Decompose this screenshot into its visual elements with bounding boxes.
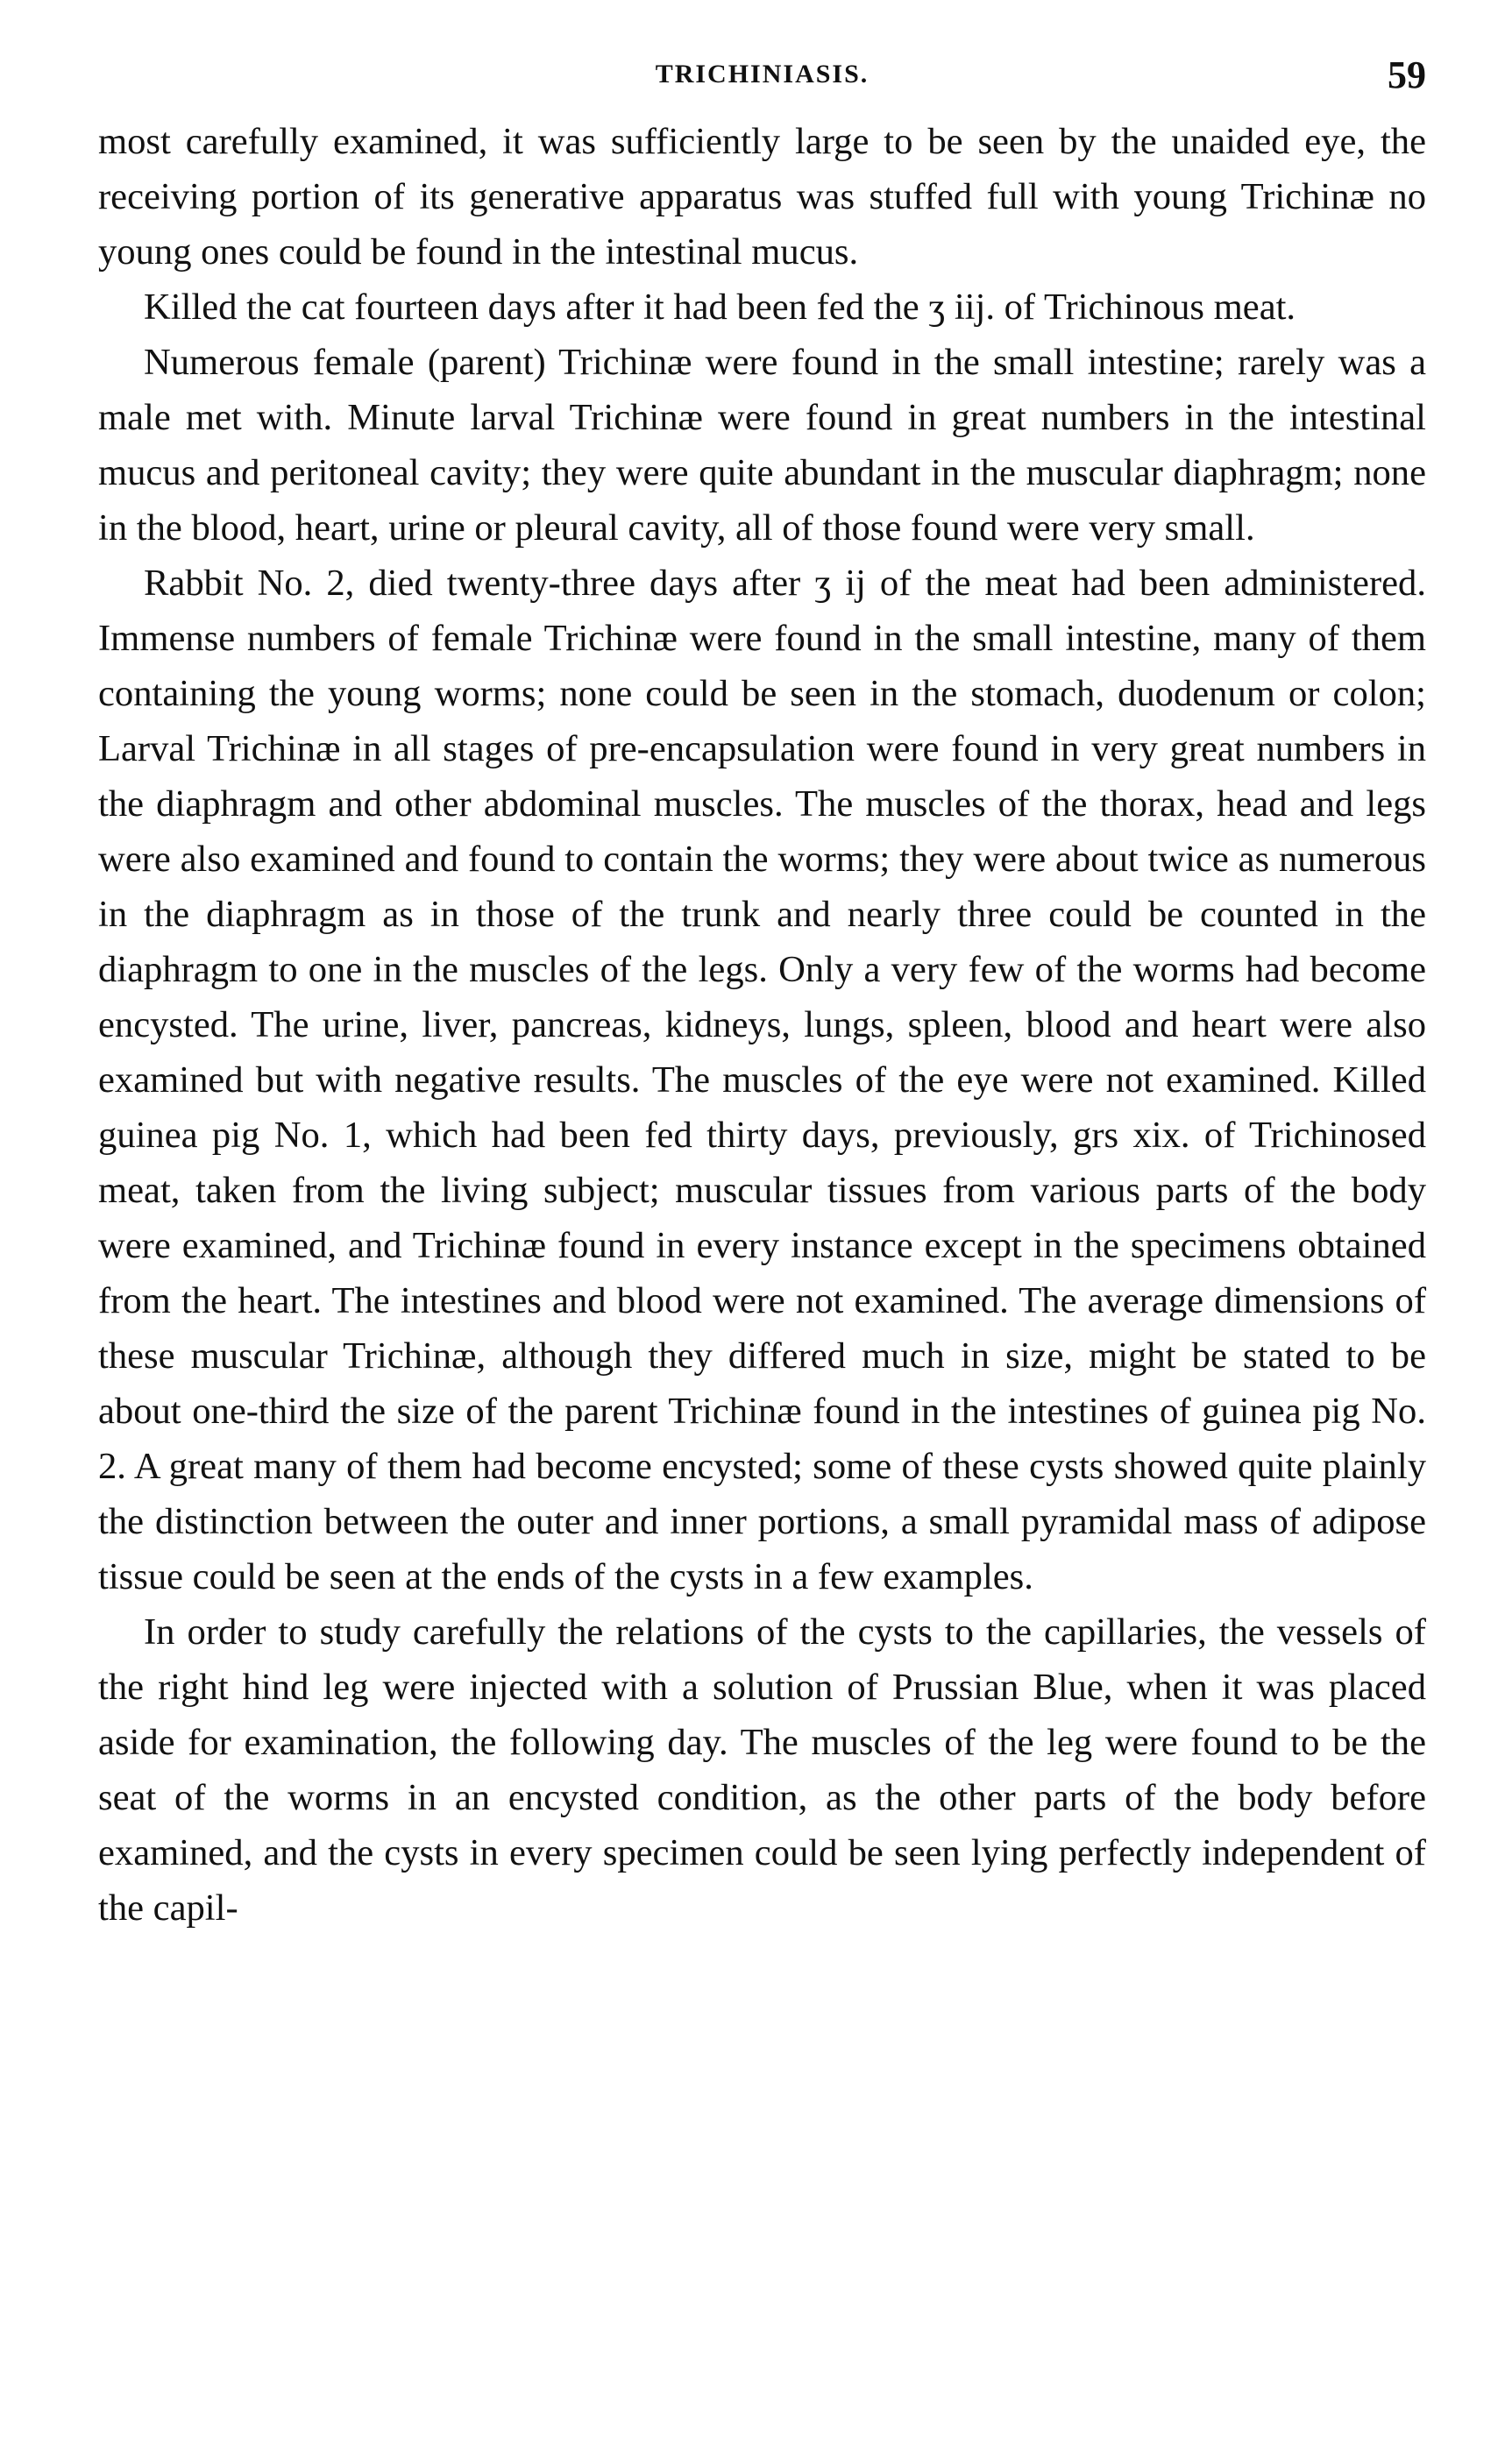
body-text bbox=[98, 114, 1426, 1936]
paragraph: Rabbit No. 2, died twenty-three days after ʒ ij of the meat had been administered. Immense numbers of female Trichinæ were found in the small intestine, many of them containing the young worms; none could be seen in the stomach, duodenum or colon; Larval Trichinæ in all stages of pre-encapsulation were found in very great numbers in the diaphragm and other abdominal muscles. The muscles of the thorax, head and legs were also examined and found to contain the worms; they were about twice as numerous in the diaphragm as in those of the trunk and nearly three could be counted in the diaphragm to one in the muscles of the legs. Only a very few of the worms had become encysted. The urine, liver, pancreas, kidneys, lungs, spleen, blood and heart were also examined but with negative results. The muscles of the eye were not examined. Killed guinea pig No. 1, which had been fed thirty days, previously, grs xix. of Trichinosed meat, taken from the living subject; muscular tissues from various parts of the body were examined, and Trichinæ found in every instance except in the specimens obtained from the heart. The intestines and blood were not examined. The average dimensions of these muscular Trichinæ, although they differed much in size, might be stated to be about one-third the size of the parent Trichinæ found in the intestines of guinea pig No. 2. A great many of them had become encysted; some of these cysts showed quite plainly the distinction between the outer and inner portions, a small pyramidal mass of adipose tissue could be seen at the ends of the cysts in a few examples. bbox=[98, 563, 1426, 1597]
paragraph: most carefully examined, it was sufficiently large to be seen by the unaided eye, the receiving portion of its generative apparatus was stuffed full with young Trichinæ no young ones could be found in the intestinal mucus. bbox=[98, 121, 1426, 273]
book-page bbox=[98, 53, 1426, 1936]
paragraph: Killed the cat fourteen days after it had been fed the ʒ iij. of Trichinous meat. bbox=[144, 287, 1296, 328]
running-title: TRICHINIASIS. bbox=[655, 60, 870, 89]
page-number: 59 bbox=[1388, 53, 1426, 96]
paragraph: In order to study carefully the relations of the cysts to the capillaries, the vessels of the right hind leg were injected with a solution of Prussian Blue, when it was placed aside for examination, the following day. The muscles of the leg were found to be the seat of the worms in an encysted condition, as the other parts of the body before examined, and the cysts in every specimen could be seen lying perfectly independent of the capil- bbox=[98, 1611, 1426, 1929]
page-header bbox=[98, 53, 1426, 114]
paragraph: Numerous female (parent) Trichinæ were found in the small intestine; rarely was a male met with. Minute larval Trichinæ were found in great numbers in the intestinal mucus and peritoneal cavity; they were quite abundant in the muscular diaphragm; none in the blood, heart, urine or pleural cavity, all of those found were very small. bbox=[98, 342, 1426, 549]
